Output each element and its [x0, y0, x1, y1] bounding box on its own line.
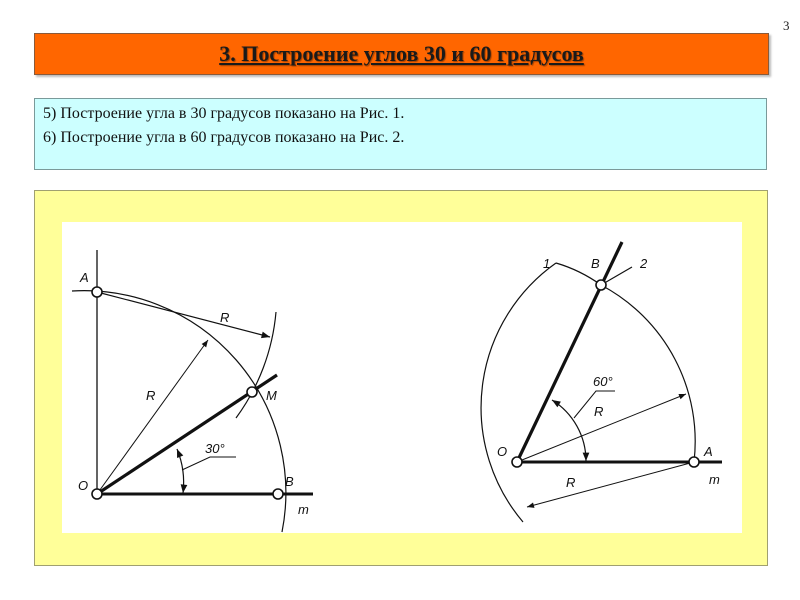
figure-1 — [72, 250, 313, 532]
label-1: 1 — [543, 256, 551, 271]
label-angle: 30° — [205, 441, 225, 456]
label-angle: 60° — [593, 374, 613, 389]
label-O: O — [78, 478, 89, 493]
label-R: R — [566, 475, 576, 490]
label-B: B — [591, 256, 600, 271]
label-R: R — [594, 404, 604, 419]
figure-1-labels — [78, 270, 309, 517]
label-R: R — [220, 310, 230, 325]
page-number: 3 — [783, 18, 790, 33]
label-B: B — [285, 474, 294, 489]
label-A: A — [80, 270, 89, 285]
text-line: 6) Построение угла в 60 градусов показано на Рис. 2. — [43, 129, 405, 146]
label-M: M — [266, 388, 277, 403]
label-O: O — [497, 444, 508, 459]
label-R: R — [146, 388, 156, 403]
label-A: A — [704, 444, 713, 459]
figure-2-labels — [497, 256, 720, 490]
label-m: m — [298, 502, 309, 517]
label-m: m — [709, 472, 720, 487]
label-2: 2 — [640, 256, 648, 271]
text-line: 5) Построение угла в 30 градусов показано на Рис. 1. — [43, 105, 405, 122]
slide-title: 3. Построение углов 30 и 60 градусов — [219, 41, 584, 66]
